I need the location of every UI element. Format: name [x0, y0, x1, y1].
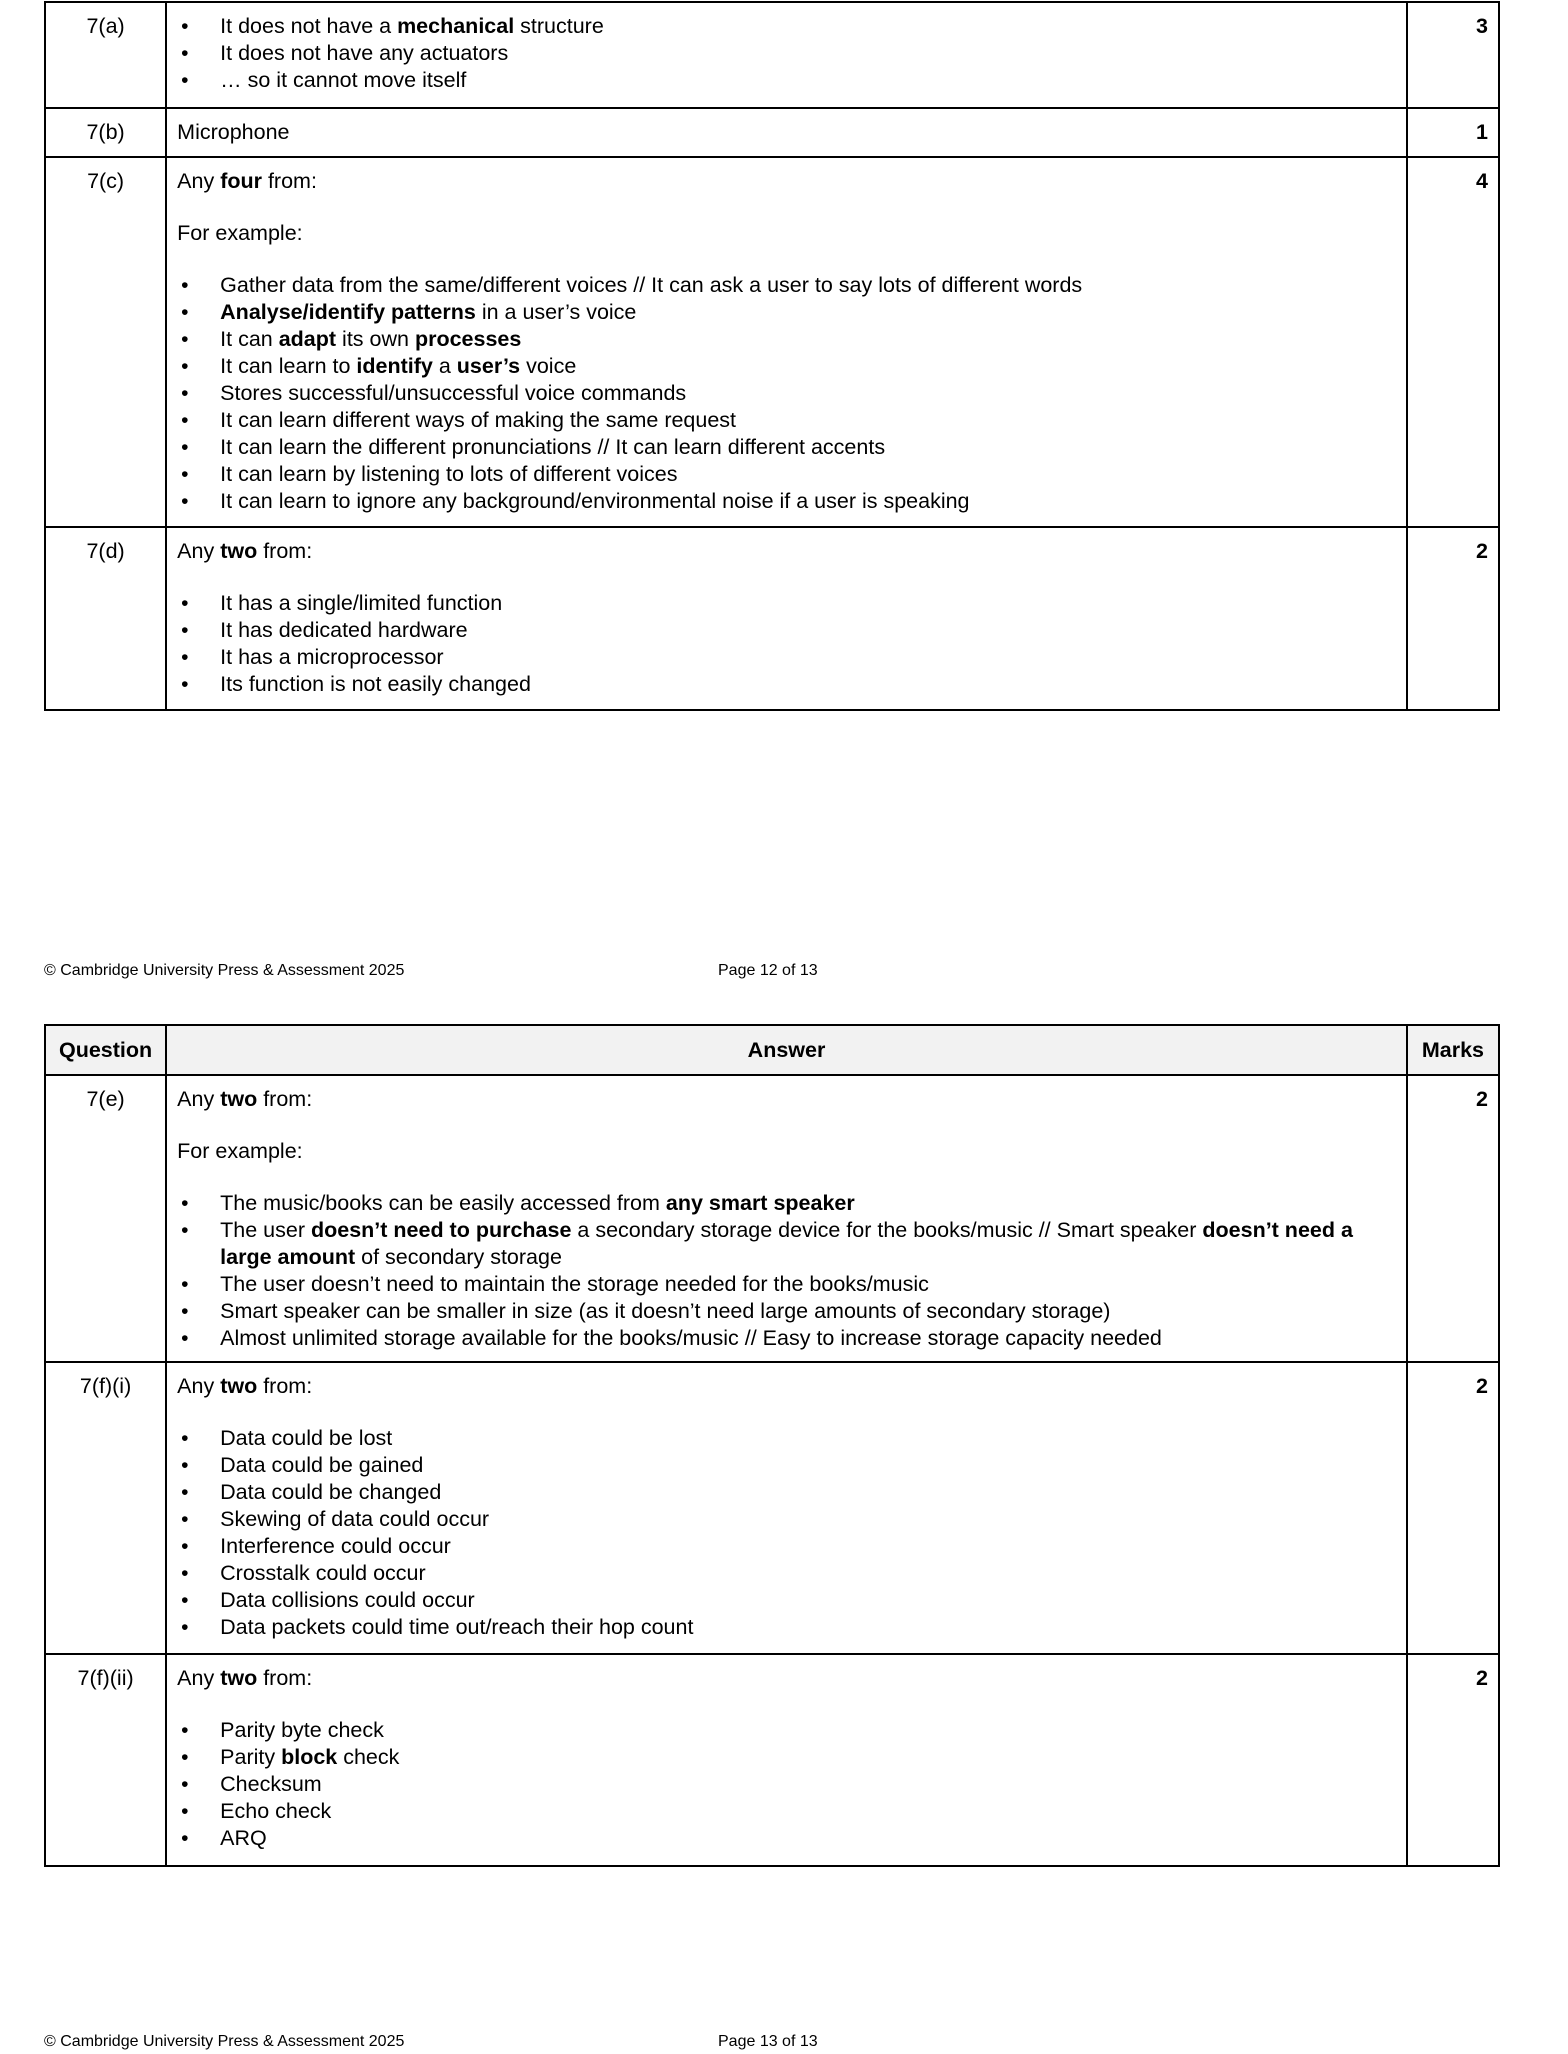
text-segment: It can learn to ignore any background/environmental noise if a user is speaking: [220, 489, 970, 513]
bold-term: block: [281, 1745, 338, 1769]
footer-copyright: © Cambridge University Press & Assessment 2025: [44, 962, 405, 979]
answer-bullet-item: [177, 434, 1396, 461]
text-segment: ARQ: [220, 1826, 267, 1850]
answer-bullet-item: [177, 1190, 1396, 1217]
column-header-marks: Marks: [1407, 1025, 1499, 1075]
answer-bullet-item: [177, 1533, 1396, 1560]
text-segment: from:: [257, 1087, 313, 1111]
question-number: 7(f)(i): [45, 1362, 166, 1654]
bold-term: two: [220, 1374, 258, 1398]
text-segment: from:: [257, 1374, 313, 1398]
answer-bullet-list: [177, 13, 1396, 94]
bold-term: adapt: [278, 327, 337, 351]
marks-value: 2: [1407, 1075, 1499, 1362]
bold-term: two: [220, 1087, 258, 1111]
text-segment: It can learn to: [220, 354, 357, 378]
text-segment: in a user’s voice: [475, 300, 637, 324]
text-segment: It has dedicated hardware: [220, 618, 468, 642]
bold-term: four: [220, 169, 262, 193]
text-segment: from:: [257, 539, 313, 563]
answer-cell: [166, 108, 1407, 157]
text-segment: Any: [177, 1087, 221, 1111]
answer-bullet-item: [177, 590, 1396, 617]
text-segment: The user doesn’t need to maintain the storage needed for the books/music: [220, 1272, 929, 1296]
text-segment: Checksum: [220, 1772, 322, 1796]
text-segment: The music/books can be easily accessed from: [220, 1191, 666, 1215]
text-segment: a: [432, 354, 457, 378]
answer-bullet-item: [177, 1452, 1396, 1479]
text-segment: It does not have any actuators: [220, 41, 509, 65]
bold-term: two: [220, 1666, 258, 1690]
question-number: 7(f)(ii): [45, 1654, 166, 1866]
answer-lead: [177, 119, 1396, 146]
text-segment: Stores successful/unsuccessful voice commands: [220, 381, 687, 405]
bold-term: any smart speaker: [665, 1191, 855, 1215]
answer-cell: [166, 527, 1407, 710]
bold-term: user’s: [456, 354, 521, 378]
answer-bullet-list: [177, 1425, 1396, 1641]
answer-bullet-item: [177, 1744, 1396, 1771]
text-segment: Data could be lost: [220, 1426, 393, 1450]
table-row: [45, 108, 1499, 157]
answer-bullet-item: [177, 488, 1396, 515]
text-segment: from:: [257, 1666, 313, 1690]
text-segment: It can learn the different pronunciations // It can learn different accents: [220, 435, 886, 459]
table-row: [45, 1075, 1499, 1362]
marks-value: 2: [1407, 1654, 1499, 1866]
answer-bullet-item: [177, 407, 1396, 434]
answer-bullet-item: [177, 1271, 1396, 1298]
answer-cell: [166, 1654, 1407, 1866]
answer-bullet-item: [177, 617, 1396, 644]
answer-bullet-item: [177, 1717, 1396, 1744]
text-segment: Data could be gained: [220, 1453, 424, 1477]
answer-bullet-item: [177, 671, 1396, 698]
table-body: [45, 2, 1499, 710]
mark-scheme-table-page-13: [44, 1024, 1500, 1867]
answer-bullet-list: [177, 1717, 1396, 1852]
answer-bullet-list: [177, 590, 1396, 698]
answer-bullet-item: [177, 644, 1396, 671]
bold-term: identify: [356, 354, 433, 378]
text-segment: its own: [336, 327, 415, 351]
text-segment: Its function is not easily changed: [220, 672, 531, 696]
answer-bullet-item: [177, 380, 1396, 407]
text-segment: of secondary storage: [355, 1245, 562, 1269]
text-segment: It does not have a: [220, 14, 398, 38]
table-row: [45, 157, 1499, 527]
question-number: 7(c): [45, 157, 166, 527]
text-segment: Any: [177, 1374, 221, 1398]
answer-cell: [166, 1075, 1407, 1362]
text-segment: Crosstalk could occur: [220, 1561, 426, 1585]
answer-lead: [177, 1373, 1396, 1400]
answer-bullet-list: [177, 1190, 1396, 1352]
table-row: [45, 1362, 1499, 1654]
text-segment: Skewing of data could occur: [220, 1507, 490, 1531]
text-segment: structure: [514, 14, 604, 38]
text-segment: Parity byte check: [220, 1718, 384, 1742]
answer-bullet-item: [177, 1479, 1396, 1506]
bold-term: processes: [414, 327, 522, 351]
table-body: [45, 1075, 1499, 1866]
text-segment: Data packets could time out/reach their hop count: [220, 1615, 694, 1639]
text-segment: from:: [261, 169, 317, 193]
text-segment: Almost unlimited storage available for the books/music // Easy to increase storage capacity needed: [220, 1326, 1162, 1350]
marks-value: 4: [1407, 157, 1499, 527]
text-segment: Gather data from the same/different voices // It can ask a user to say lots of different words: [220, 273, 1083, 297]
answer-cell: [166, 157, 1407, 527]
text-segment: Microphone: [177, 120, 290, 144]
table-row: [45, 2, 1499, 108]
text-segment: It can: [220, 327, 279, 351]
answer-lead: [177, 168, 1396, 195]
answer-cell: [166, 1362, 1407, 1654]
text-segment: It can learn different ways of making the same request: [220, 408, 737, 432]
answer-bullet-item: [177, 1506, 1396, 1533]
marks-value: 1: [1407, 108, 1499, 157]
bold-term: mechanical: [397, 14, 515, 38]
answer-example-label: For example:: [177, 221, 303, 245]
footer-page-number: Page 12 of 13: [718, 962, 818, 979]
answer-bullet-item: [177, 353, 1396, 380]
answer-lead: [177, 1665, 1396, 1692]
bold-term: doesn’t need to purchase: [310, 1218, 572, 1242]
column-header-answer: Answer: [166, 1025, 1407, 1075]
table-header-row: [45, 1025, 1499, 1075]
text-segment: check: [337, 1745, 400, 1769]
mark-scheme-table-page-12: [44, 1, 1500, 711]
text-segment: voice: [520, 354, 577, 378]
answer-lead: [177, 538, 1396, 565]
answer-bullet-item: [177, 299, 1396, 326]
text-segment: It has a single/limited function: [220, 591, 503, 615]
question-number: 7(d): [45, 527, 166, 710]
answer-bullet-item: [177, 1798, 1396, 1825]
text-segment: Echo check: [220, 1799, 332, 1823]
answer-bullet-item: [177, 13, 1396, 40]
marks-value: 2: [1407, 1362, 1499, 1654]
answer-bullet-item: [177, 1325, 1396, 1352]
answer-bullet-item: [177, 1560, 1396, 1587]
text-segment: The user: [220, 1218, 311, 1242]
answer-bullet-item: [177, 1771, 1396, 1798]
answer-bullet-item: [177, 326, 1396, 353]
footer-page-number: Page 13 of 13: [718, 2033, 818, 2050]
answer-bullet-item: [177, 461, 1396, 488]
answer-bullet-item: [177, 1298, 1396, 1325]
text-segment: It has a microprocessor: [220, 645, 444, 669]
question-number: 7(a): [45, 2, 166, 108]
bold-term: two: [220, 539, 258, 563]
answer-bullet-item: [177, 1217, 1396, 1271]
answer-bullet-item: [177, 272, 1396, 299]
answer-bullet-item: [177, 1825, 1396, 1852]
answer-bullet-item: [177, 1425, 1396, 1452]
text-segment: a secondary storage device for the books/music // Smart speaker: [571, 1218, 1203, 1242]
bold-term: doesn’t need a large amount: [220, 1218, 1353, 1269]
answer-bullet-list: [177, 272, 1396, 515]
answer-bullet-item: [177, 67, 1396, 94]
table-row: [45, 1654, 1499, 1866]
question-number: 7(e): [45, 1075, 166, 1362]
table-row: [45, 527, 1499, 710]
text-segment: Interference could occur: [220, 1534, 451, 1558]
column-header-question: Question: [45, 1025, 166, 1075]
text-segment: … so it cannot move itself: [220, 68, 467, 92]
text-segment: Parity: [220, 1745, 282, 1769]
text-segment: Data collisions could occur: [220, 1588, 475, 1612]
question-number: 7(b): [45, 108, 166, 157]
text-segment: Smart speaker can be smaller in size (as it doesn’t need large amounts of secondary storage): [220, 1299, 1111, 1323]
answer-bullet-item: [177, 40, 1396, 67]
marks-value: 2: [1407, 527, 1499, 710]
footer-copyright: © Cambridge University Press & Assessment 2025: [44, 2033, 405, 2050]
text-segment: Any: [177, 1666, 221, 1690]
marks-value: 3: [1407, 2, 1499, 108]
answer-lead: [177, 1086, 1396, 1113]
text-segment: It can learn by listening to lots of different voices: [220, 462, 678, 486]
answer-example-label: For example:: [177, 1139, 303, 1163]
bold-term: Analyse/identify patterns: [220, 300, 476, 324]
answer-bullet-item: [177, 1587, 1396, 1614]
answer-cell: [166, 2, 1407, 108]
answer-bullet-item: [177, 1614, 1396, 1641]
text-segment: Any: [177, 169, 221, 193]
text-segment: Data could be changed: [220, 1480, 442, 1504]
text-segment: Any: [177, 539, 221, 563]
